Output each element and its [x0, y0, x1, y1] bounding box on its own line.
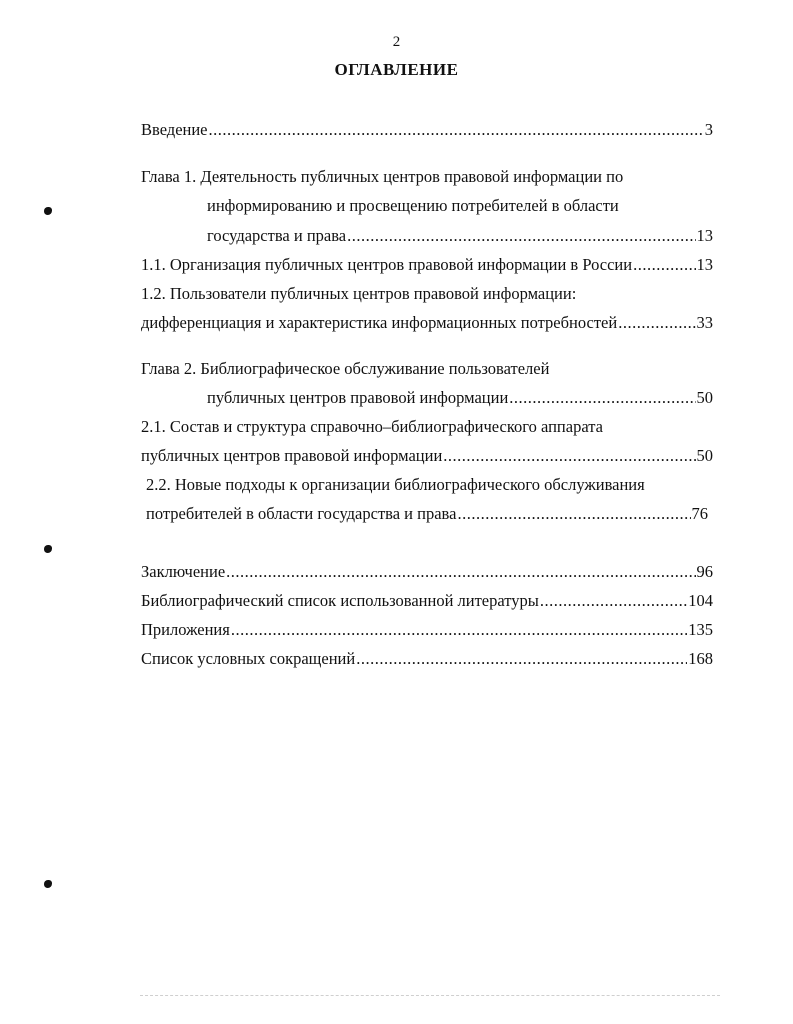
toc-entry-page: 104 [688, 591, 713, 610]
toc-entry-label: публичных центров правовой информации [141, 446, 443, 465]
toc-entry-page: 33 [696, 313, 713, 332]
toc-entry-section-1-2[interactable] [141, 312, 713, 334]
toc-entry-label: Введение [141, 120, 208, 139]
toc-leader-dots [540, 590, 687, 612]
toc-section-1-2-line-1: 1.2. Пользователи публичных центров правовой информации: [141, 284, 577, 303]
toc-entry-page: 96 [696, 562, 713, 581]
toc-entry-page: 168 [688, 649, 713, 668]
toc-entry-label: государства и права [207, 226, 347, 245]
page-number: 2 [392, 34, 401, 50]
toc-entry-page: 50 [696, 388, 713, 407]
toc-entry-page: 76 [691, 504, 708, 523]
page-title: ОГЛАВЛЕНИЕ [334, 60, 459, 79]
toc-entry-label: потребителей в области государства и права [146, 504, 457, 523]
toc-leader-dots [226, 561, 695, 583]
toc-section-2-1-line-1: 2.1. Состав и структура справочно–библиографического аппарата [141, 417, 603, 436]
toc-entry-page: 135 [688, 620, 713, 639]
scan-artifact-line [140, 995, 720, 1000]
toc-entry-label: Заключение [141, 562, 226, 581]
toc-entry-label: Библиографический список использованной литературы [141, 591, 539, 610]
toc-entry-chapter-2[interactable] [207, 387, 713, 409]
toc-chapter-2-line-1: Глава 2. Библиографическое обслуживание пользователей [141, 359, 550, 378]
toc-leader-dots [209, 119, 704, 141]
toc-entry-section-1-1[interactable] [141, 254, 713, 276]
toc-entry-label: 1.1. Организация публичных центров правовой информации в России [141, 255, 633, 274]
toc-entry-appendices[interactable] [141, 619, 713, 641]
toc-entry-page: 50 [696, 446, 713, 465]
toc-entry-page: 13 [696, 255, 713, 274]
toc-section-2-2-line-1: 2.2. Новые подходы к организации библиографического обслуживания [146, 475, 645, 494]
toc-leader-dots [356, 648, 687, 670]
toc-leader-dots [443, 445, 695, 467]
toc-leader-dots [618, 312, 695, 334]
toc-entry-section-2-1[interactable] [141, 445, 713, 467]
toc-leader-dots [509, 387, 695, 409]
toc-entry-label: дифференциация и характеристика информационных потребностей [141, 313, 618, 332]
toc-entry-bibliography[interactable] [141, 590, 713, 612]
toc-entry-label: Приложения [141, 620, 230, 639]
toc-entry-conclusion[interactable] [141, 561, 713, 583]
toc-entry-label: Список условных сокращений [141, 649, 356, 668]
toc-entry-label: публичных центров правовой информации [207, 388, 509, 407]
toc-leader-dots [231, 619, 687, 641]
toc-chapter-1-line-2: информированию и просвещению потребителей в области [207, 196, 619, 215]
toc-entry-introduction[interactable] [141, 119, 713, 141]
toc-chapter-1-line-1: Глава 1. Деятельность публичных центров правовой информации по [141, 167, 624, 186]
toc-entry-abbreviations[interactable] [141, 648, 713, 670]
toc-entry-chapter-1[interactable] [207, 225, 713, 247]
toc-entry-section-2-2[interactable] [146, 503, 708, 525]
toc-leader-dots [457, 503, 690, 525]
toc-entry-page: 3 [704, 120, 713, 139]
toc-leader-dots [633, 254, 695, 276]
toc-leader-dots [347, 225, 695, 247]
toc-entry-page: 13 [696, 226, 713, 245]
